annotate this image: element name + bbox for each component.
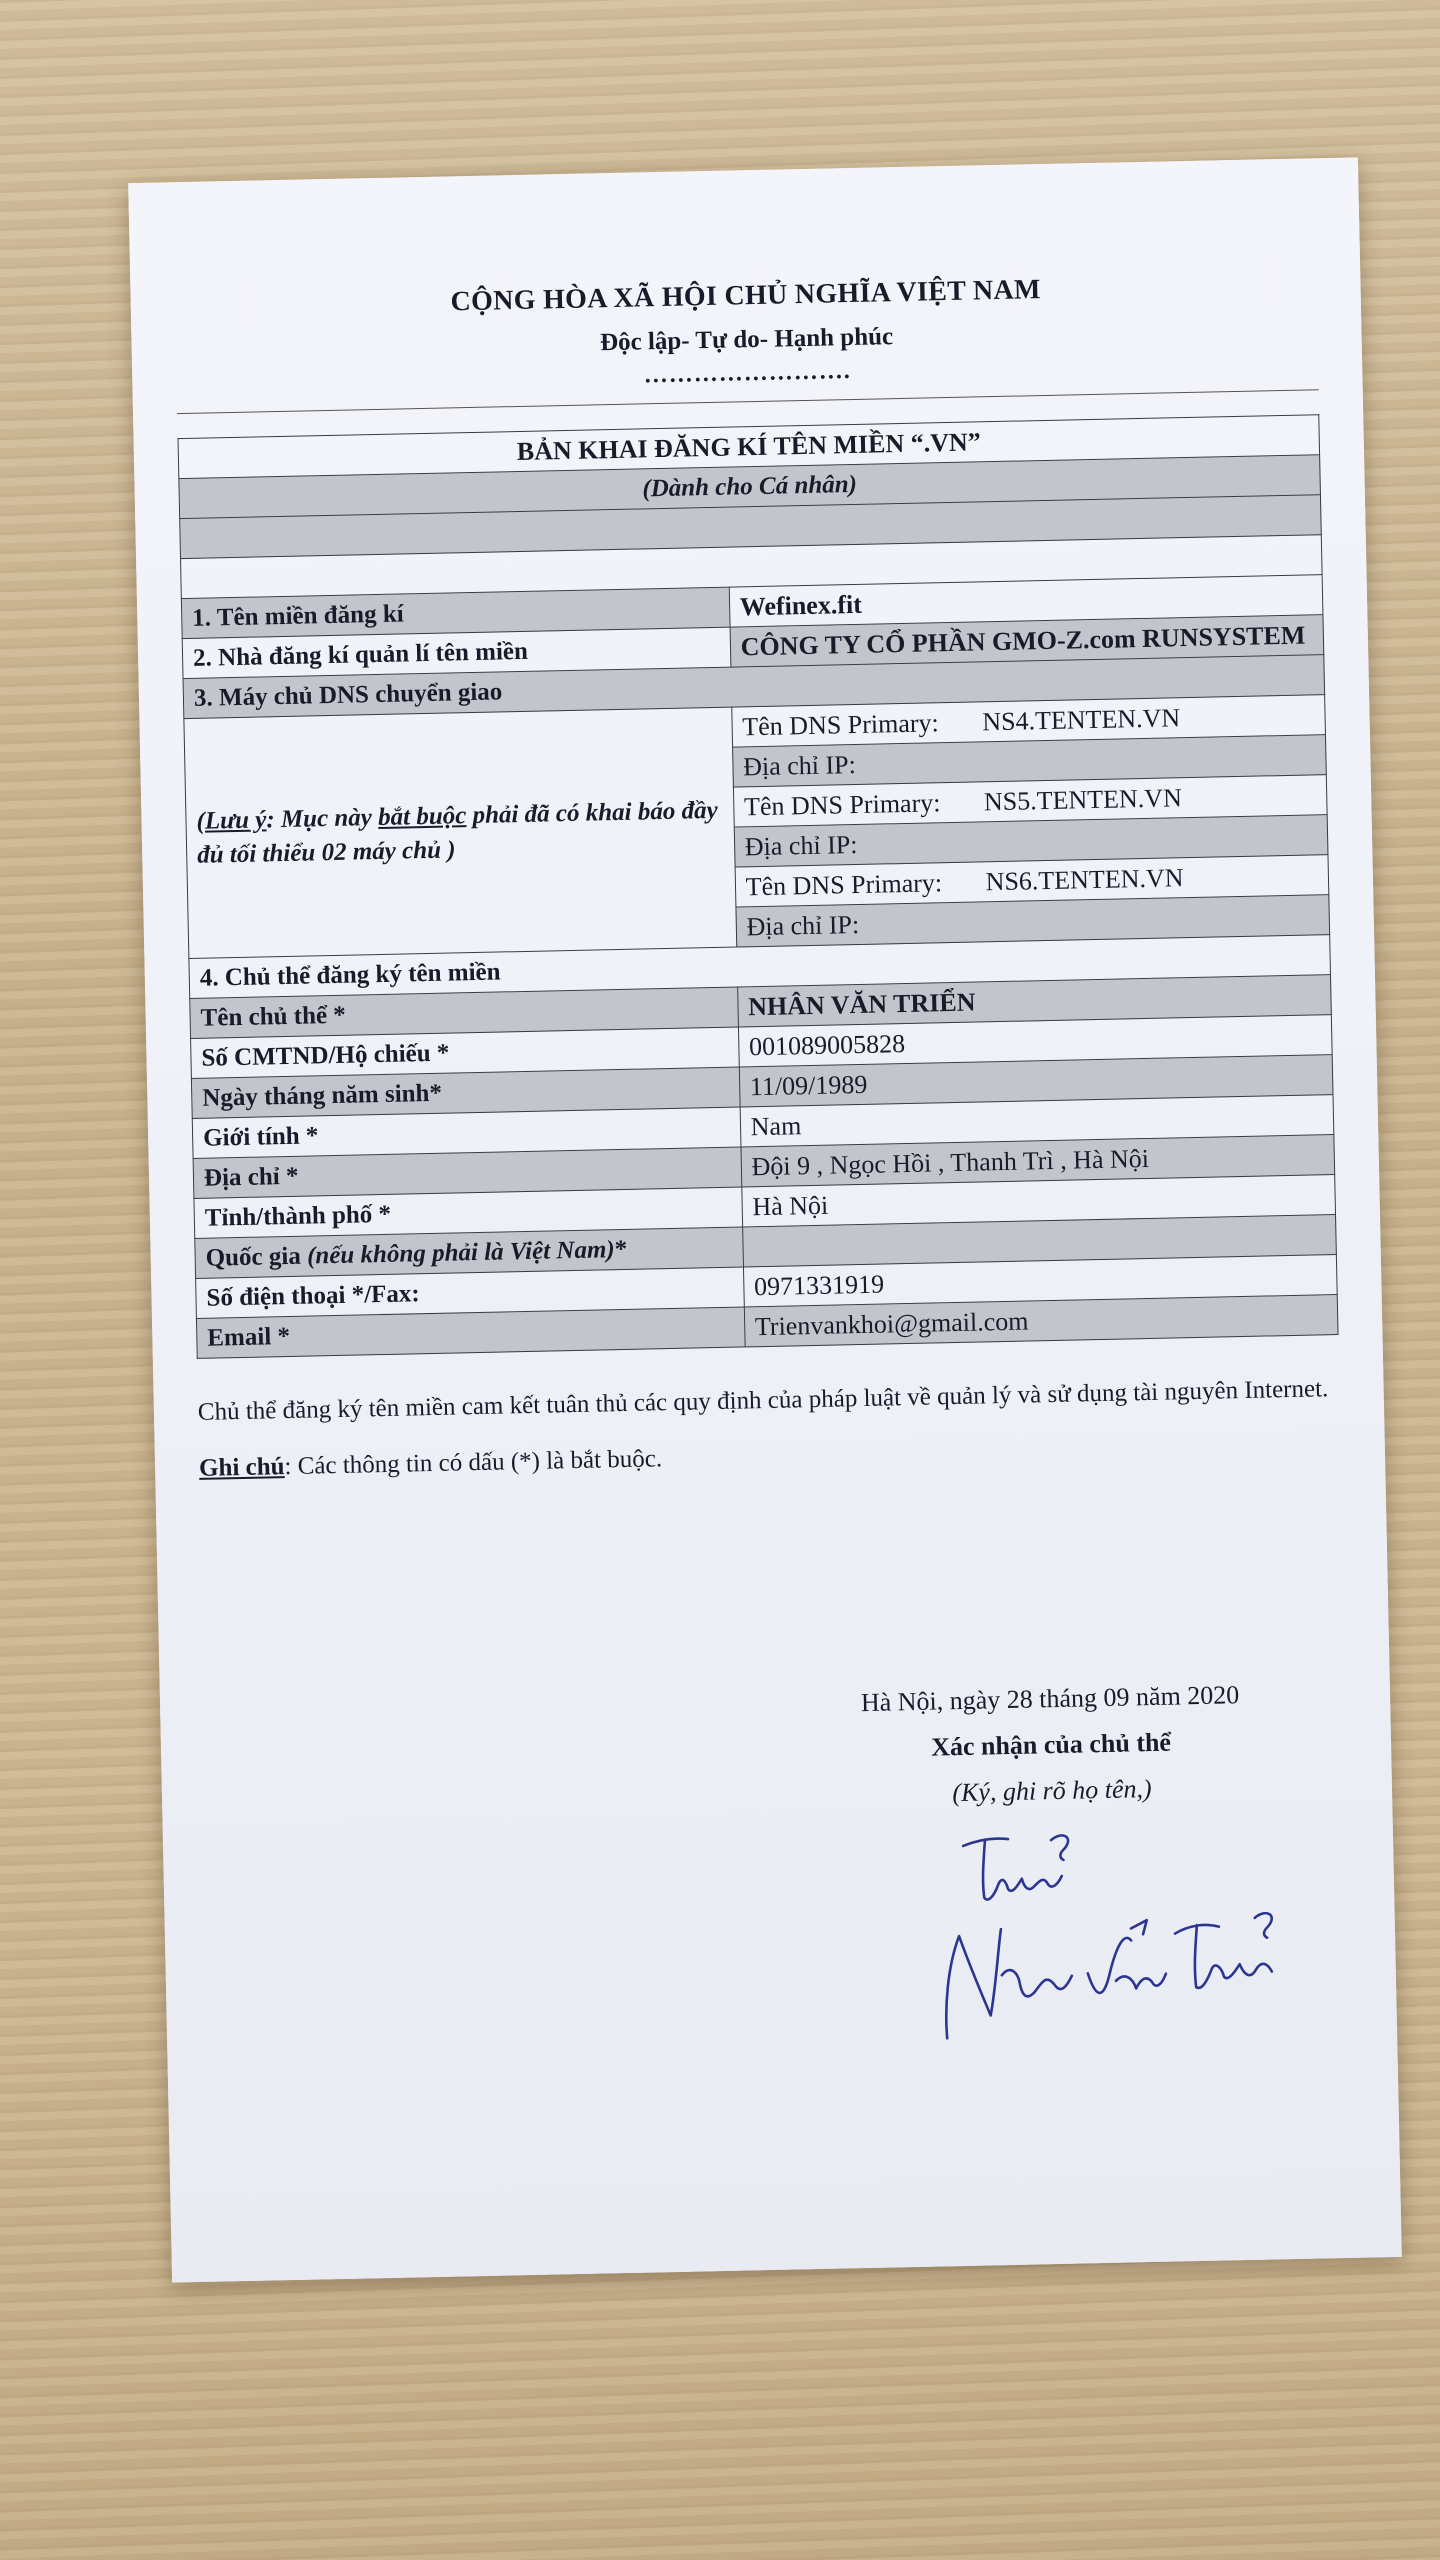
form-title: BẢN KHAI ĐĂNG KÍ TÊN MIỀN “.VN” xyxy=(178,415,1320,479)
dns-primary-value: NS4.TENTEN.VN xyxy=(981,702,1181,736)
owner-address-label: Địa chỉ * xyxy=(193,1147,741,1198)
dns-primary-label: Tên DNS Primary: xyxy=(745,867,943,901)
dns-note: (Lưu ý: Mục này bắt buộc phải đã có khai báo đầy đủ tối thiểu 02 máy chủ ) xyxy=(184,707,737,958)
dns-primary-value: NS5.TENTEN.VN xyxy=(983,782,1183,816)
signature-block xyxy=(790,1679,1312,1812)
owner-city-value: Hà Nội xyxy=(741,1175,1335,1227)
note-line xyxy=(199,1431,1341,1483)
owner-name-value: NHÂN VĂN TRIỂN xyxy=(737,975,1331,1027)
dns-note-required: bắt buộc xyxy=(377,801,467,831)
domain-label: 1. Tên miền đăng kí xyxy=(181,587,729,638)
owner-city-label: Tỉnh/thành phố * xyxy=(194,1187,742,1238)
handwritten-signature xyxy=(923,1819,1288,2066)
country-label-star: * xyxy=(614,1235,628,1263)
owner-phone-label: Số điện thoại */Fax: xyxy=(196,1267,744,1318)
motto-dots: ……………………. xyxy=(643,358,852,389)
owner-address-value: Đội 9 , Ngọc Hồi , Thanh Trì , Hà Nội xyxy=(741,1135,1335,1187)
owner-dob-label: Ngày tháng năm sinh* xyxy=(191,1067,739,1118)
motto: Độc lập- Tự do- Hạnh phúc xyxy=(599,323,894,357)
dns-note-text: phải đã có khai báo đầy đủ tối thiểu 02 máy chủ ) xyxy=(196,796,718,869)
country-label-text: Quốc gia xyxy=(205,1242,308,1272)
owner-email-value: Trienvankhoi@gmail.com xyxy=(744,1295,1338,1347)
owner-email-label: Email * xyxy=(196,1307,744,1358)
registration-table xyxy=(177,414,1338,1359)
dns-note-text: : Mục này xyxy=(266,803,379,833)
dns-section-heading: 3. Máy chủ DNS chuyển giao xyxy=(183,655,1325,719)
ip-label: Địa chỉ IP: xyxy=(746,909,860,941)
registrar-label: 2. Nhà đăng kí quản lí tên miền xyxy=(182,627,730,678)
note-text: : Các thông tin có dấu (*) là bắt buộc. xyxy=(284,1445,663,1481)
owner-gender-label: Giới tính * xyxy=(192,1107,740,1158)
owner-gender-value: Nam xyxy=(740,1095,1334,1147)
owner-dob-value: 11/09/1989 xyxy=(739,1055,1333,1107)
sign-confirm-heading: Xác nhận của chủ thể xyxy=(930,1727,1172,1762)
form-paper xyxy=(128,157,1402,2282)
sign-hint: (Ký, ghi rõ họ tên,) xyxy=(952,1774,1152,1808)
republic-heading: CỘNG HÒA XÃ HỘI CHỦ NGHĨA VIỆT NAM xyxy=(450,274,1042,318)
dns-primary-label: Tên DNS Primary: xyxy=(743,787,941,821)
ip-label: Địa chỉ IP: xyxy=(744,829,858,861)
sign-date: Hà Nội, ngày 28 tháng 09 năm 2020 xyxy=(860,1680,1240,1718)
dns-primary-value: NS6.TENTEN.VN xyxy=(985,862,1184,896)
dns-note-prefix: Lưu ý xyxy=(204,805,267,835)
owner-section-heading: 4. Chủ thể đăng ký tên miền xyxy=(189,935,1331,999)
signature-drawing xyxy=(923,1819,1288,2066)
dns-primary-label: Tên DNS Primary: xyxy=(742,707,940,741)
ip-label: Địa chỉ IP: xyxy=(742,749,857,781)
domain-value: Wefinex.fit xyxy=(729,575,1323,627)
form-subtitle: (Dành cho Cá nhân) xyxy=(179,455,1321,519)
registrar-value: CÔNG TY CỔ PHẦN GMO-Z.com RUNSYSTEM xyxy=(730,615,1324,667)
owner-id-value: 001089005828 xyxy=(738,1015,1332,1067)
commitment-text: Chủ thể đăng ký tên miền cam kết tuân thủ các quy định của pháp luật về quản lý và sử dụng tài nguyên Internet. xyxy=(197,1375,1329,1426)
owner-name-label: Tên chủ thể * xyxy=(190,987,738,1038)
country-label-note: (nếu không phải là Việt Nam) xyxy=(306,1235,615,1270)
owner-phone-value: 0971331919 xyxy=(743,1255,1337,1307)
owner-id-label: Số CMTND/Hộ chiếu * xyxy=(191,1027,739,1078)
note-label: Ghi chú xyxy=(198,1453,285,1482)
